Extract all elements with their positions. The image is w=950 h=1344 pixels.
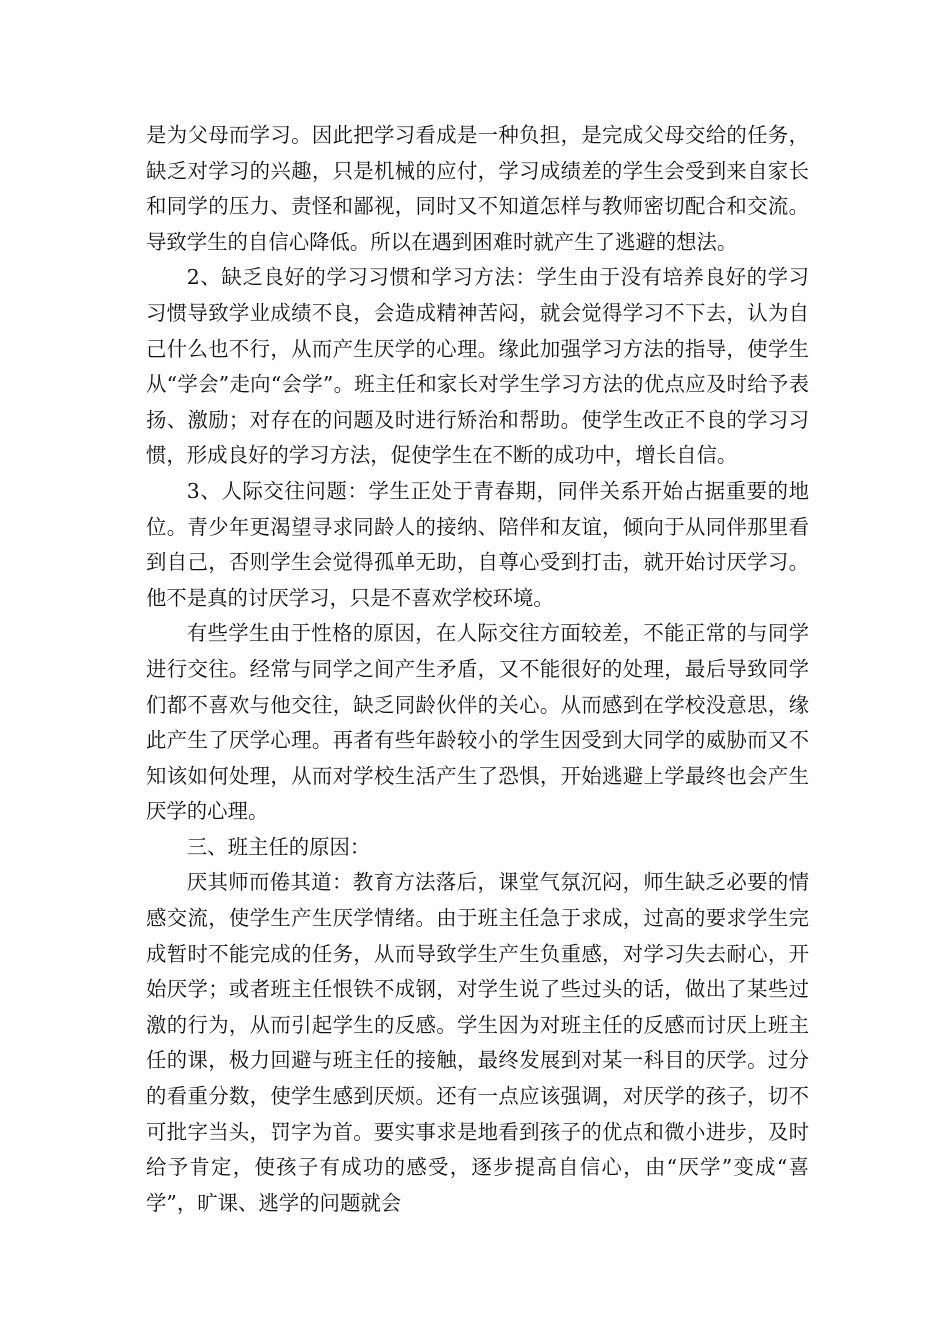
paragraph-4: 有些学生由于性格的原因，在人际交往方面较差，不能正常的与同学进行交往。经常与同学之间产生矛盾，又不能很好的处理，最后导致同学们都不喜欢与他交往，缺乏同龄伙伴的关心。从而感到在学校没意思，缘此产生了厌学心理。再者有些年龄较小的学生因受到大同学的威胁而又不知该如何处理，从而对学校生活产生了恐惧，开始逃避上学最终也会产生厌学的心理。 <box>146 621 809 824</box>
section-heading-3: 三、班主任的原因： <box>186 834 371 859</box>
paragraph-3: 3、人际交往问题：学生正处于青春期，同伴关系开始占据重要的地位。青少年更渴望寻求同龄人的接纳、陪伴和友谊，倾向于从同伴那里看到自己，否则学生会觉得孤单无助，自尊心受到打击，就开始讨厌学习。他不是真的讨厌学习，只是不喜欢学校环境。 <box>146 478 809 610</box>
body-text <box>146 118 809 1221</box>
paragraph-2: 2、缺乏良好的学习习惯和学习方法：学生由于没有培养良好的学习习惯导致学业成绩不良，会造成精神苦闷，就会觉得学习不下去，认为自己什么也不行，从而产生厌学的心理。缘此加强学习方法的指导，使学生从“学会”走向“会学”。班主任和家长对学生学习方法的优点应及时给予表扬、激励；对存在的问题及时进行矫治和帮助。使学生改正不良的学习习惯，形成良好的学习方法，促使学生在不断的成功中，增长自信。 <box>146 265 809 468</box>
paragraph-1: 是为父母而学习。因此把学习看成是一种负担，是完成父母交给的任务，缺乏对学习的兴趣，只是机械的应付，学习成绩差的学生会受到来自家长和同学的压力、责怪和鄙视，同时又不知道怎样与教师密切配合和交流。导致学生的自信心降低。所以在遇到困难时就产生了逃避的想法。 <box>146 123 809 254</box>
paragraph-5: 厌其师而倦其道：教育方法落后，课堂气氛沉闷，师生缺乏必要的情感交流，使学生产生厌学情绪。由于班主任急于求成，过高的要求学生完成暂时不能完成的任务，从而导致学生产生负重感，对学习失去耐心，开始厌学；或者班主任恨铁不成钢，对学生说了些过头的话，做出了某些过激的行为，从而引起学生的反感。学生因为对班主任的反感而讨厌上班主任的课，极力回避与班主任的接触，最终发展到对某一科目的厌学。过分的看重分数，使学生感到厌烦。还有一点应该强调，对厌学的孩子，切不可批字当头，罚字为首。要实事求是地看到孩子的优点和微小进步，及时给予肯定，使孩子有成功的感受，逐步提高自信心，由“厌学”变成“喜学”，旷课、逃学的问题就会 <box>146 870 809 1215</box>
